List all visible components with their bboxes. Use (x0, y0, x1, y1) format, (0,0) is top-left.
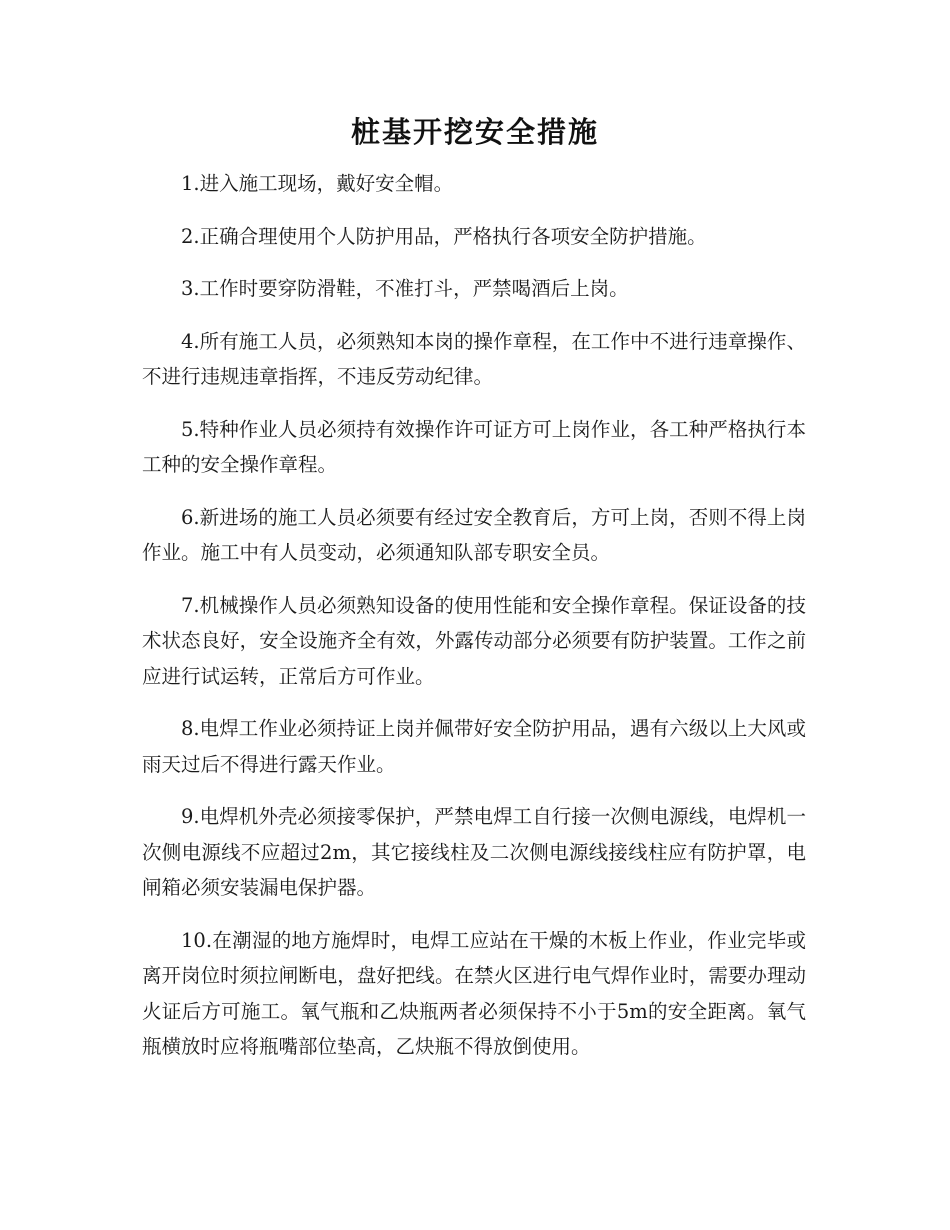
paragraph-1: 1.进入施工现场，戴好安全帽。 (181, 172, 454, 195)
paragraph-2: 2.正确合理使用个人防护用品，严格执行各项安全防护措施。 (181, 224, 707, 248)
paragraph-7: 7.机械操作人员必须熟知设备的使用性能和安全操作章程。保证设备的技术状态良好，安全设施齐全有效，外露传动部分必须要有防护装置。工作之前应进行试运转，正常后方可作业。 (142, 593, 806, 688)
paragraph-5: 5.特种作业人员必须持有效操作许可证方可上岗作业，各工种严格执行本工种的安全操作章程。 (142, 417, 806, 476)
document-title: 桩基开挖安全措施 (350, 115, 599, 149)
paragraph-6: 6.新进场的施工人员必须要有经过安全教育后，方可上岗，否则不得上岗作业。施工中有人员变动，必须通知队部专职安全员。 (142, 505, 806, 564)
paragraph-9: 9.电焊机外壳必须接零保护，严禁电焊工自行接一次侧电源线，电焊机一次侧电源线不应超过2m，其它接线柱及二次侧电源线接线柱应有防护罩，电闸箱必须安装漏电保护器。 (142, 805, 806, 899)
document-body (142, 166, 806, 1082)
paragraph-3: 3.工作时要穿防滑鞋，不准打斗，严禁喝酒后上岗。 (181, 277, 629, 300)
paragraph-10: 10.在潮湿的地方施焊时，电焊工应站在干燥的木板上作业，作业完毕或离开岗位时须拉闸断电，盘好把线。在禁火区进行电气焊作业时，需要办理动火证后方可施工。氧气瓶和乙炔瓶两者必须保持不小于5m的安全距离。氧气瓶横放时应将瓶嘴部位垫高，乙炔瓶不得放倒使用。 (142, 928, 806, 1058)
paragraph-8: 8.电焊工作业必须持证上岗并佩带好安全防护用品，遇有六级以上大风或雨天过后不得进行露天作业。 (142, 717, 806, 776)
paragraph-4: 4.所有施工人员，必须熟知本岗的操作章程，在工作中不进行违章操作、不进行违规违章指挥，不违反劳动纪律。 (142, 329, 806, 388)
